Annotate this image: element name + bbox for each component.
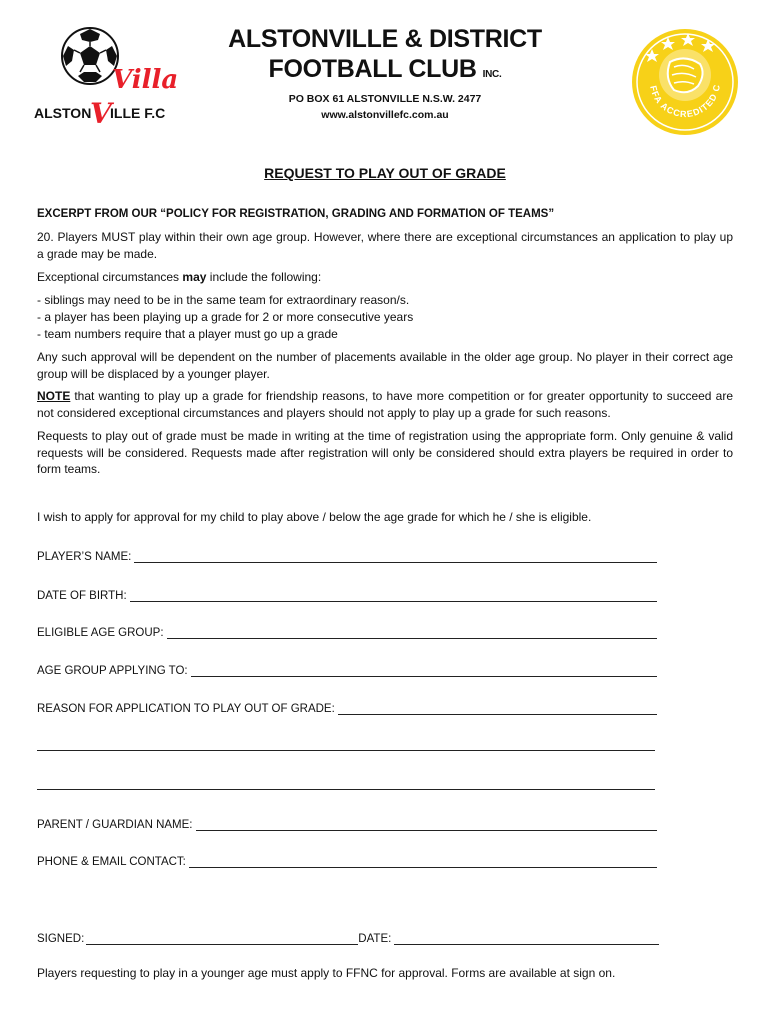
age-group-applying-input-line[interactable]	[191, 664, 657, 677]
signature-row	[37, 927, 659, 945]
date-of-birth-field[interactable]	[37, 584, 657, 602]
policy-paragraph-1: 20. Players MUST play within their own age group. However, where there are exceptional circumstances an application to play up a grade may be made.	[37, 230, 733, 261]
guardian-name-input-line[interactable]	[196, 818, 658, 831]
date-of-birth-label: DATE OF BIRTH:	[37, 590, 127, 602]
club-title	[190, 24, 580, 90]
application-statement: I wish to apply for approval for my child to play above / below the age grade for which he / she is eligible.	[37, 510, 592, 524]
list-item: - team numbers require that a player must go up a grade	[37, 327, 338, 341]
club-name-line2: FOOTBALL CLUB	[268, 55, 477, 83]
reason-field[interactable]	[37, 697, 657, 715]
soccer-ball-icon	[30, 26, 180, 126]
club-inc: INC.	[482, 69, 502, 80]
reason-label: REASON FOR APPLICATION TO PLAY OUT OF GRADE:	[37, 703, 335, 715]
date-of-birth-input-line[interactable]	[130, 589, 657, 602]
footer-note: Players requesting to play in a younger age must apply to FFNC for approval. Forms are available at sign on.	[37, 966, 616, 980]
policy-paragraph-2: Exceptional circumstances may include the following:	[37, 270, 322, 284]
eligible-age-group-input-line[interactable]	[167, 626, 657, 639]
alstonville-villa-logo	[30, 26, 180, 126]
list-item: - a player has been playing up a grade for 2 or more consecutive years	[37, 310, 414, 324]
signed-label: SIGNED:	[37, 933, 85, 945]
reason-input-line[interactable]	[338, 702, 657, 715]
website-link[interactable]: www.alstonvillefc.com.au	[321, 109, 449, 121]
logo-text-right: ILLE F.C	[110, 105, 166, 121]
list-item: - siblings may need to be in the same team for extraordinary reason/s.	[37, 293, 410, 307]
ffa-accredited-club-badge	[630, 27, 740, 137]
club-name-line1: ALSTONVILLE & DISTRICT	[228, 25, 542, 53]
villa-script-text: Villa	[112, 65, 179, 95]
phone-email-input-line[interactable]	[189, 855, 657, 868]
exceptional-circumstances-list	[37, 292, 733, 343]
date-label: DATE:	[358, 933, 392, 945]
date-input-line[interactable]	[394, 932, 659, 945]
policy-excerpt-title: EXCERPT FROM OUR “POLICY FOR REGISTRATION, GRADING AND FORMATION OF TEAMS”	[37, 208, 555, 220]
guardian-name-label: PARENT / GUARDIAN NAME:	[37, 819, 193, 831]
phone-email-label: PHONE & EMAIL CONTACT:	[37, 856, 186, 868]
eligible-age-group-field[interactable]	[37, 621, 657, 639]
age-group-applying-field[interactable]	[37, 659, 657, 677]
document-heading: REQUEST TO PLAY OUT OF GRADE	[264, 165, 506, 181]
player-name-input-line[interactable]	[134, 550, 657, 563]
age-group-applying-label: AGE GROUP APPLYING TO:	[37, 665, 188, 677]
player-name-label: PLAYER’S NAME:	[37, 551, 132, 563]
eligible-age-group-label: ELIGIBLE AGE GROUP:	[37, 627, 164, 639]
reason-continuation-line-1[interactable]	[37, 749, 655, 751]
guardian-name-field[interactable]	[37, 813, 657, 831]
note-label: NOTE	[37, 389, 71, 403]
svg-text:V: V	[90, 97, 112, 126]
club-address	[190, 91, 580, 123]
logo-text-left: ALSTON	[34, 105, 92, 121]
postal-address: PO BOX 61 ALSTONVILLE N.S.W. 2477	[288, 93, 482, 105]
reason-continuation-line-2[interactable]	[37, 788, 655, 790]
badge-ring-text: FFA ACCREDITED C	[648, 83, 723, 120]
policy-note-paragraph: NOTE that wanting to play up a grade for friendship reasons, to have more competition or for greater opportunity to succeed are not considered exceptional circumstances and players should not apply to play up a grade for such reasons.	[37, 389, 733, 420]
policy-paragraph-3: Any such approval will be dependent on the number of placements available in the older age group. No player in their correct age group will be displaced by a younger player.	[37, 350, 733, 381]
signature-input-line[interactable]	[86, 932, 358, 945]
phone-email-field[interactable]	[37, 850, 657, 868]
policy-paragraph-5: Requests to play out of grade must be made in writing at the time of registration using the appropriate form. Only genuine & valid requests will be considered. Requests made after registration will only be considered should extra players be required in order to form teams.	[37, 429, 733, 476]
player-name-field[interactable]	[37, 545, 657, 563]
